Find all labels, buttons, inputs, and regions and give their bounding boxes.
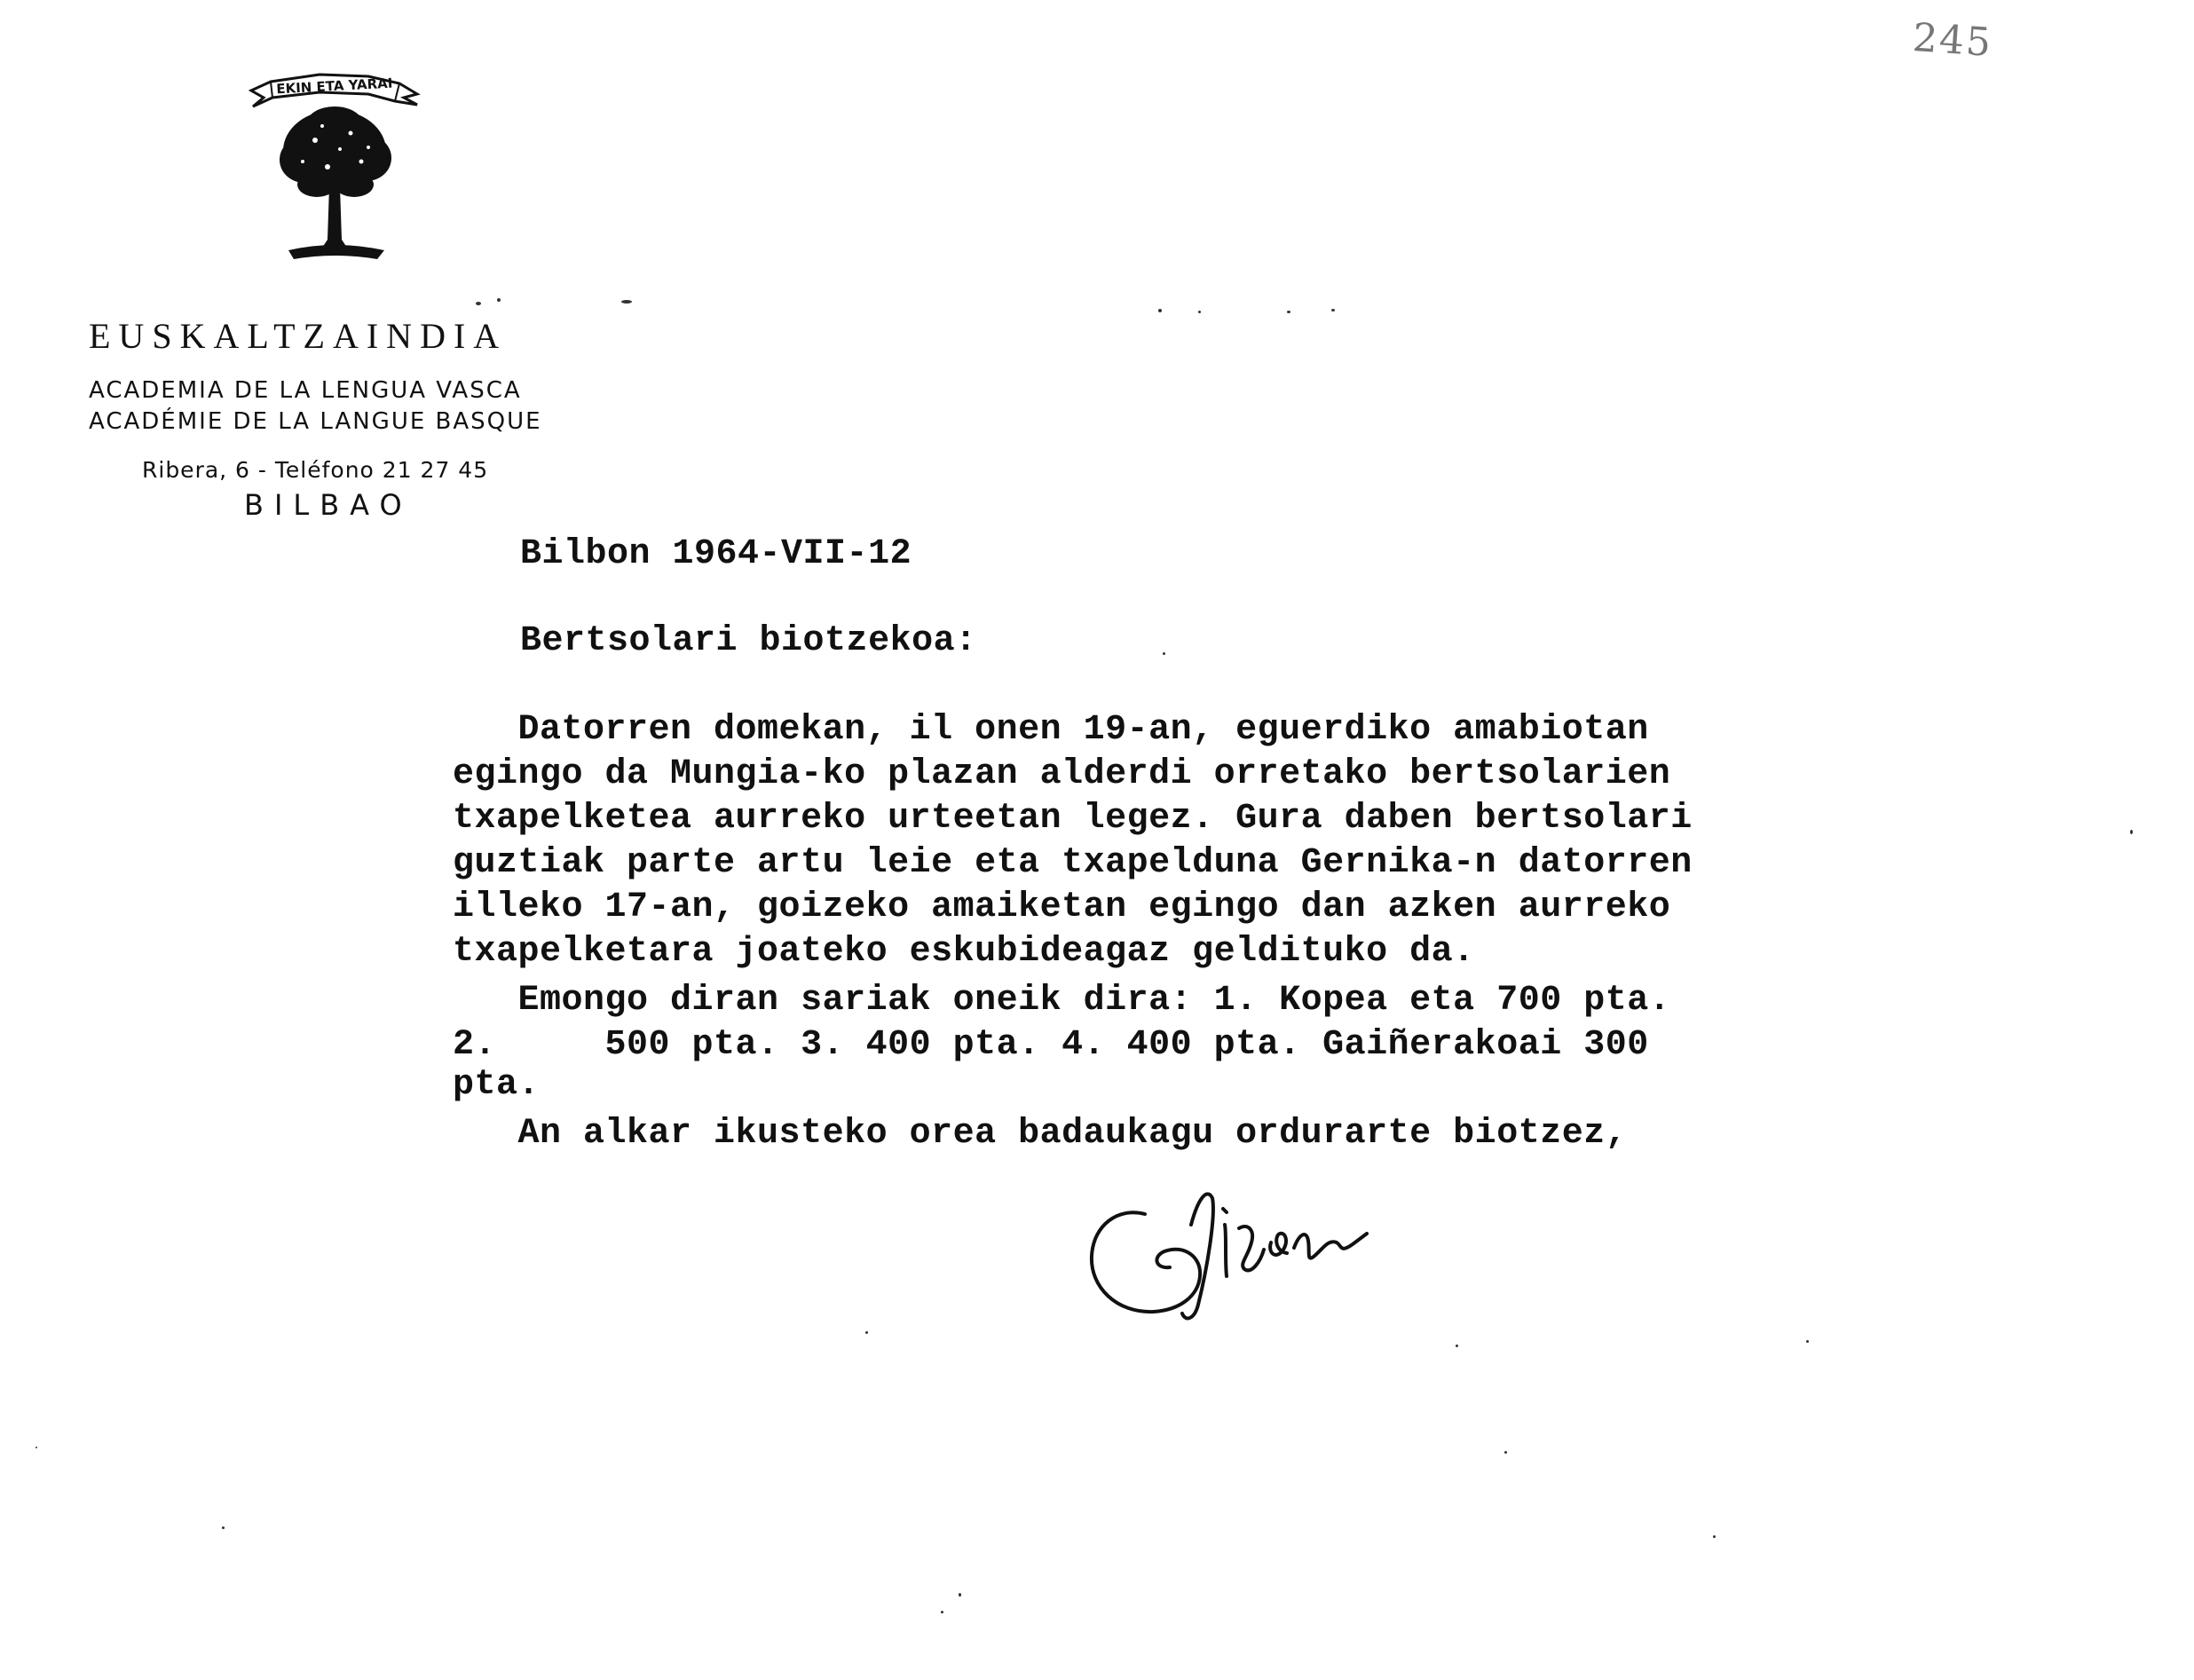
scan-speck: [1504, 1451, 1507, 1454]
scan-speck: [1806, 1340, 1809, 1343]
letterhead-name: EUSKALTZAINDIA: [89, 316, 508, 356]
scan-speck: [1713, 1535, 1716, 1538]
body-line: egingo da Mungia-ko plazan alderdi orretako bertsolarien: [453, 754, 1671, 794]
letterhead-address: Ribera, 6 - Teléfono 21 27 45: [142, 457, 489, 483]
letter-date: Bilbon 1964-VII-12: [520, 534, 912, 574]
scan-speck: [941, 1611, 943, 1613]
scan-speck: [497, 298, 501, 302]
scan-speck: [222, 1526, 225, 1529]
scan-speck: [1456, 1345, 1458, 1347]
letterhead-city: BILBAO: [244, 488, 413, 522]
letterhead-subtitle-fr: ACADÉMIE DE LA LANGUE BASQUE: [89, 408, 542, 435]
body-line: illeko 17-an, goizeko amaiketan egingo dan azken aurreko: [453, 887, 1671, 927]
body-line: Datorren domekan, il onen 19-an, eguerdiko amabiotan: [453, 710, 1649, 750]
scan-speck: [476, 302, 481, 305]
scan-speck: [959, 1593, 961, 1597]
letterhead-subtitle-es: ACADEMIA DE LA LENGUA VASCA: [89, 377, 522, 404]
scan-speck: [865, 1331, 868, 1334]
body-line: guztiak parte artu leie eta txapelduna Gernika-n datorren: [453, 843, 1693, 883]
oak-tree-icon: [235, 62, 435, 266]
body-line: 2. 500 pta. 3. 400 pta. 4. 400 pta. Gaiñerakoai 300: [453, 1025, 1649, 1065]
scan-speck: [2130, 830, 2133, 834]
scan-speck: [1287, 311, 1290, 313]
body-line: txapelketara joateko eskubideagaz geldituko da.: [453, 932, 1475, 972]
handwritten-signature: [1074, 1171, 1376, 1331]
scan-speck: [36, 1447, 37, 1448]
motto-text: EKIN ETA YARAI: [275, 75, 393, 98]
academy-logo: [235, 62, 435, 266]
scan-speck: [621, 300, 632, 304]
scan-speck: [1163, 652, 1165, 655]
body-line: Emongo diran sariak oneik dira: 1. Kopea eta 700 pta.: [453, 981, 1671, 1021]
body-line: pta.: [453, 1065, 541, 1105]
scan-speck: [1158, 309, 1162, 312]
body-line: An alkar ikusteko orea badaukagu ordurarte biotzez,: [453, 1114, 1628, 1154]
scan-speck: [1331, 309, 1335, 312]
body-line: txapelketea aurreko urteetan legez. Gura daben bertsolari: [453, 799, 1693, 839]
scan-speck: [1198, 311, 1201, 313]
letter-salutation: Bertsolari biotzekoa:: [520, 621, 977, 661]
archive-number: 245: [1911, 14, 1994, 67]
